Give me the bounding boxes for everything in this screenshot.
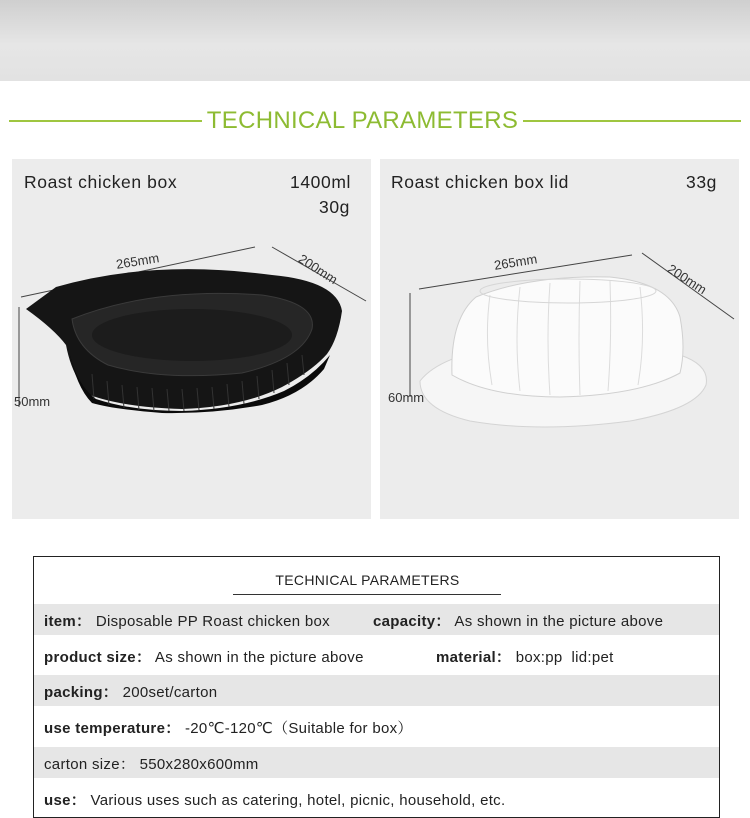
dimension-length: 265mm (493, 251, 539, 273)
material-label: material： (436, 649, 512, 666)
size-value: As shown in the picture above (154, 649, 364, 666)
dimension-width: 200mm (664, 261, 710, 298)
product-capacity: 1400ml (290, 172, 351, 192)
section-title: TECHNICAL PARAMETERS (206, 107, 519, 134)
use-value: Various uses such as catering, hotel, picnic, household, etc. (90, 792, 506, 809)
use-label: use： (44, 792, 87, 809)
top-banner-image (0, 0, 750, 81)
spec-row-size (34, 640, 719, 671)
temperature-value: -20℃-120℃（Suitable for box） (184, 720, 413, 737)
product-name: Roast chicken box lid (391, 172, 569, 192)
dimension-length: 265mm (115, 250, 161, 272)
size-label: product size： (44, 649, 152, 666)
header-rule-right (523, 120, 741, 122)
packing-value: 200set/carton (122, 684, 218, 701)
item-value: Disposable PP Roast chicken box (95, 613, 330, 630)
item-label: item： (44, 613, 92, 630)
spec-row-use (34, 783, 719, 814)
temperature-label: use temperature： (44, 720, 181, 737)
packing-label: packing： (44, 684, 119, 701)
spec-row-carton (34, 747, 719, 778)
spec-row-item (34, 604, 719, 635)
product-name: Roast chicken box (24, 172, 178, 192)
material-value: box:pp lid:pet (515, 649, 614, 666)
product-panel-box (12, 159, 371, 519)
spec-row-packing (34, 675, 719, 706)
capacity-value: As shown in the picture above (454, 613, 664, 630)
spec-table (33, 556, 720, 818)
section-header (0, 104, 750, 138)
spec-row-temperature (34, 711, 719, 742)
dimension-height: 50mm (14, 394, 51, 409)
carton-label: carton size： (44, 756, 136, 773)
spec-title: TECHNICAL PARAMETERS (275, 572, 460, 588)
header-rule-left (9, 120, 202, 122)
product-weight: 33g (686, 172, 717, 192)
clear-lid-illustration (380, 159, 739, 519)
capacity-label: capacity： (373, 613, 451, 630)
dimension-height: 60mm (388, 390, 425, 405)
product-panel-lid (380, 159, 739, 519)
carton-value: 550x280x600mm (139, 756, 259, 773)
spec-title-underline (233, 594, 501, 595)
black-box-illustration (12, 159, 371, 519)
product-weight: 30g (319, 197, 350, 217)
dimension-width: 200mm (295, 251, 341, 288)
